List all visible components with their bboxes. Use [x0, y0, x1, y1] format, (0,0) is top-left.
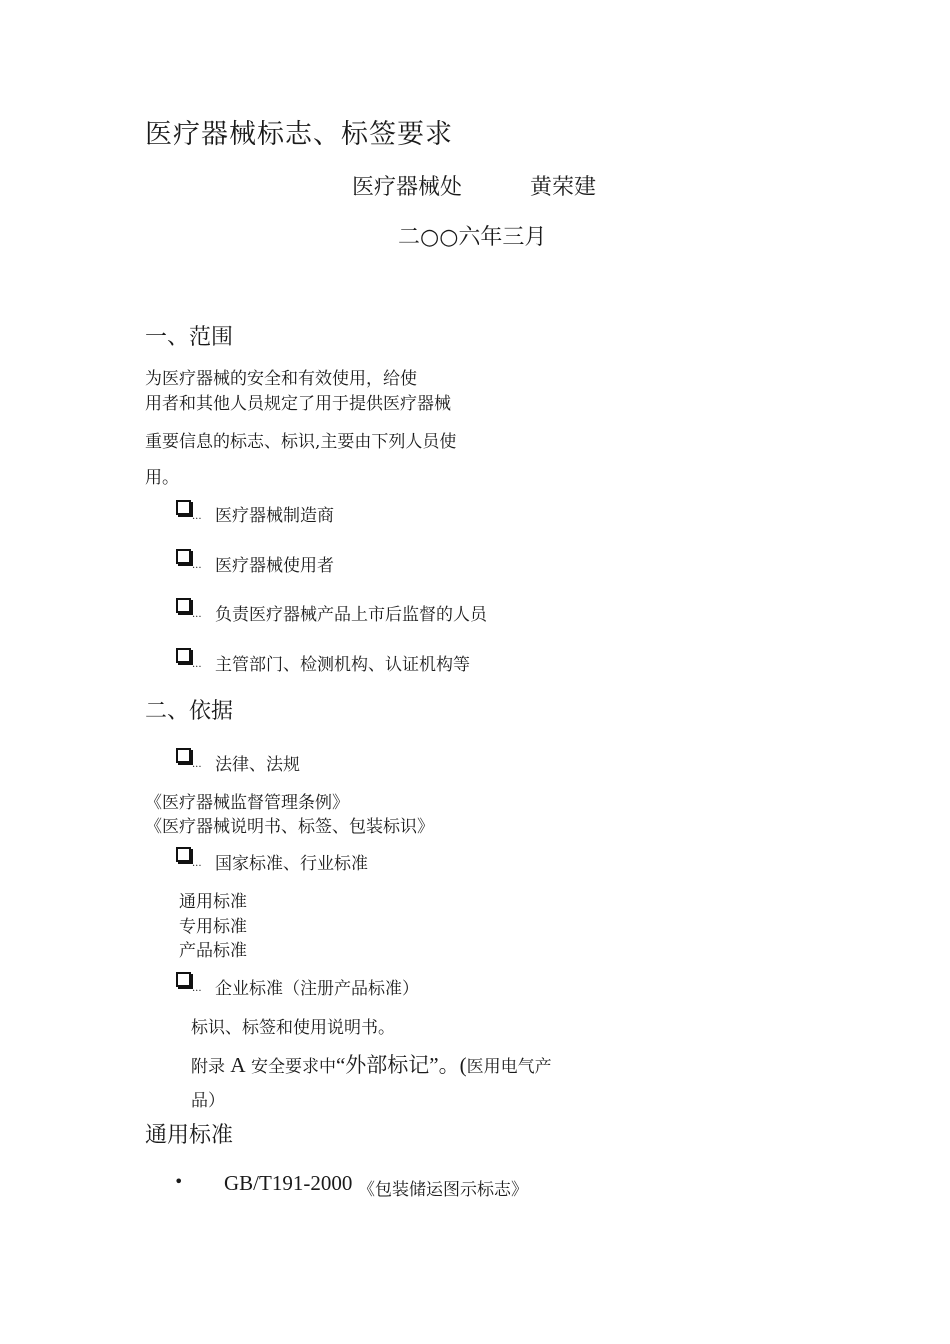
checklist-label: 负责医疗器械产品上市后监督的人员	[215, 605, 487, 625]
enterprise-note	[191, 1049, 552, 1079]
paragraph-line: 重要信息的标志、标识,主要由下列人员使	[145, 432, 457, 452]
annex-letter: A	[230, 1053, 246, 1077]
standard-name: 《包装储运图示标志》	[358, 1180, 528, 1200]
ellipsis-mark: ...	[192, 858, 202, 869]
ellipsis-mark: ...	[192, 609, 202, 620]
enterprise-note-part: 安全要求中	[250, 1057, 336, 1077]
document-title: 医疗器械标志、标签要求	[145, 119, 453, 150]
section-heading-general: 通用标准	[145, 1123, 234, 1148]
ellipsis-mark: ...	[192, 759, 202, 770]
checklist-label: 医疗器械使用者	[215, 556, 334, 576]
section-heading-basis: 二、依据	[145, 699, 234, 724]
checkbox-icon	[176, 598, 191, 613]
enterprise-note-part: 附录	[191, 1057, 225, 1077]
quoted-term: “外部标记”。(	[335, 1053, 467, 1077]
ellipsis-mark: ...	[192, 659, 202, 670]
document-date: 二○○六年三月	[398, 225, 547, 250]
checkbox-icon	[176, 748, 191, 763]
enterprise-note: 标识、标签和使用说明书。	[191, 1018, 395, 1038]
checkbox-icon	[176, 648, 191, 663]
paragraph-line: 用者和其他人员规定了用于提供医疗器械	[145, 394, 451, 414]
enterprise-note: 品）	[191, 1091, 225, 1111]
law-title: 《医疗器械监督管理条例》	[145, 793, 349, 813]
checklist-label: 医疗器械制造商	[215, 506, 334, 526]
standard-type: 产品标准	[179, 941, 247, 961]
ellipsis-mark: ...	[192, 983, 202, 994]
enterprise-note-part: 医用电气产	[466, 1057, 552, 1077]
law-title: 《医疗器械说明书、标签、包装标识》	[145, 817, 434, 837]
standard-type: 通用标准	[179, 892, 247, 912]
checklist-label: 企业标准（注册产品标准）	[215, 979, 419, 999]
checkbox-icon	[176, 500, 191, 515]
checkbox-icon	[176, 972, 191, 987]
ellipsis-mark: ...	[192, 511, 202, 522]
checkbox-icon	[176, 549, 191, 564]
checklist-label: 国家标准、行业标准	[215, 854, 368, 874]
paragraph-line: 为医疗器械的安全和有效使用，给使	[145, 369, 417, 389]
bullet-icon: •	[174, 1172, 184, 1191]
standard-type: 专用标准	[179, 917, 247, 937]
standard-code: GB/T191-2000	[224, 1171, 353, 1195]
checklist-label: 主管部门、检测机构、认证机构等	[215, 655, 470, 675]
author-department: 医疗器械处	[352, 175, 463, 200]
paragraph-line: 用。	[145, 468, 179, 488]
checkbox-icon	[176, 847, 191, 862]
author-name: 黄荣建	[530, 175, 597, 200]
checklist-label: 法律、法规	[215, 755, 300, 775]
section-heading-scope: 一、范围	[145, 325, 234, 350]
ellipsis-mark: ...	[192, 560, 202, 571]
